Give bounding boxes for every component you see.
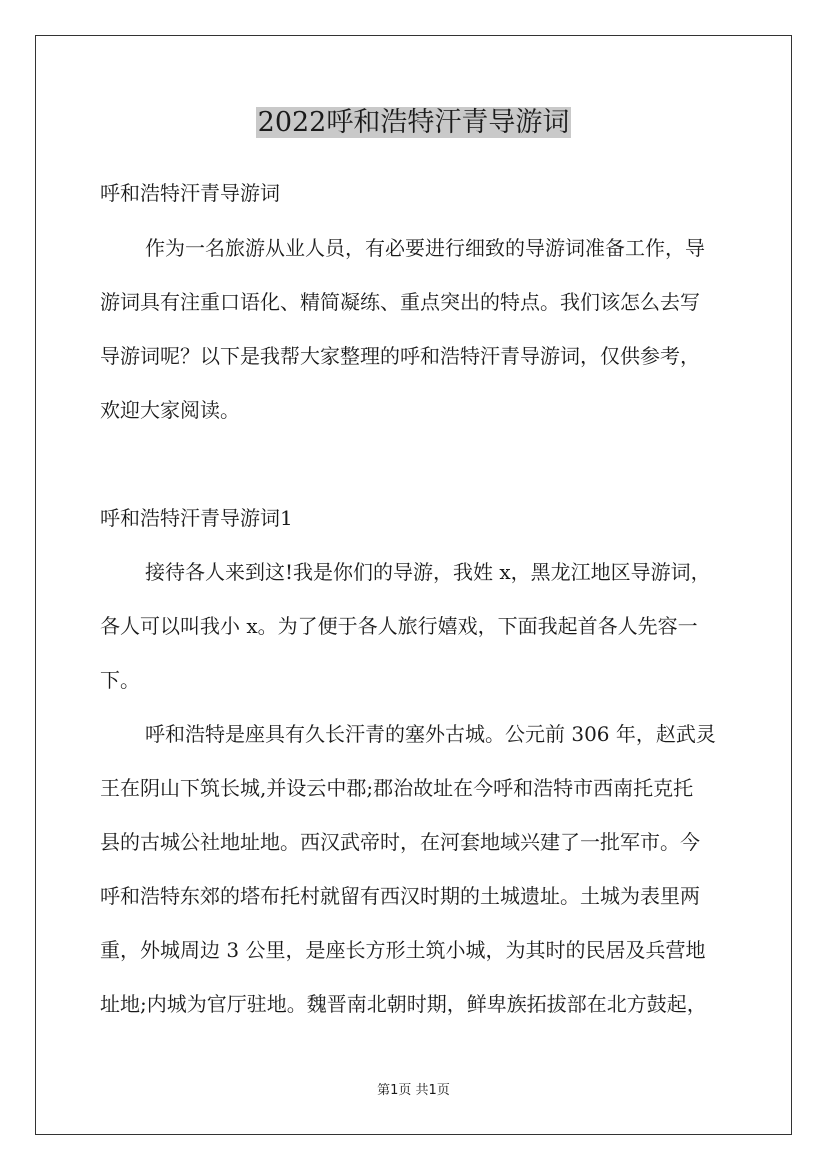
paragraph-line: 下。 [100,668,140,692]
document-title [0,101,827,145]
intro-line: 作为一名旅游从业人员，有必要进行细致的导游词准备工作，导 [145,236,705,260]
paragraph-line: 各人可以叫我小 x。为了便于各人旅行嬉戏，下面我起首各人先容一 [100,614,698,638]
intro-line: 欢迎大家阅读。 [100,398,240,422]
paragraph-line: 王在阴山下筑长城,并设云中郡;郡治故址在今呼和浩特市西南托克托 [100,776,694,800]
intro-line: 游词具有注重口语化、精简凝练、重点突出的特点。我们该怎么去写 [100,290,700,314]
paragraph-line: 接待各人来到这!我是你们的导游，我姓 x，黑龙江地区导游词， [145,560,711,584]
document-title-text: 2022呼和浩特汗青导游词 [257,107,570,138]
paragraph-line: 址地;内城为官厅驻地。魏晋南北朝时期，鲜卑族拓拔部在北方鼓起， [100,992,707,1016]
section-heading: 呼和浩特汗青导游词1 [100,506,293,530]
paragraph-line: 呼和浩特东郊的塔布托村就留有西汉时期的土城遗址。土城为表里两 [100,884,700,908]
intro-line: 导游词呢？以下是我帮大家整理的呼和浩特汗青导游词，仅供参考， [100,344,700,368]
paragraph-line: 呼和浩特是座具有久长汗青的塞外古城。公元前 306 年，赵武灵 [145,722,716,746]
paragraph-line: 重，外城周边 3 公里，是座长方形土筑小城，为其时的民居及兵营地 [100,938,706,962]
paragraph-line: 县的古城公社地址地。西汉武帝时，在河套地域兴建了一批军市。今 [100,830,700,854]
section-heading: 呼和浩特汗青导游词 [100,181,280,205]
page-number-footer: 第1页 共1页 [377,1083,450,1098]
